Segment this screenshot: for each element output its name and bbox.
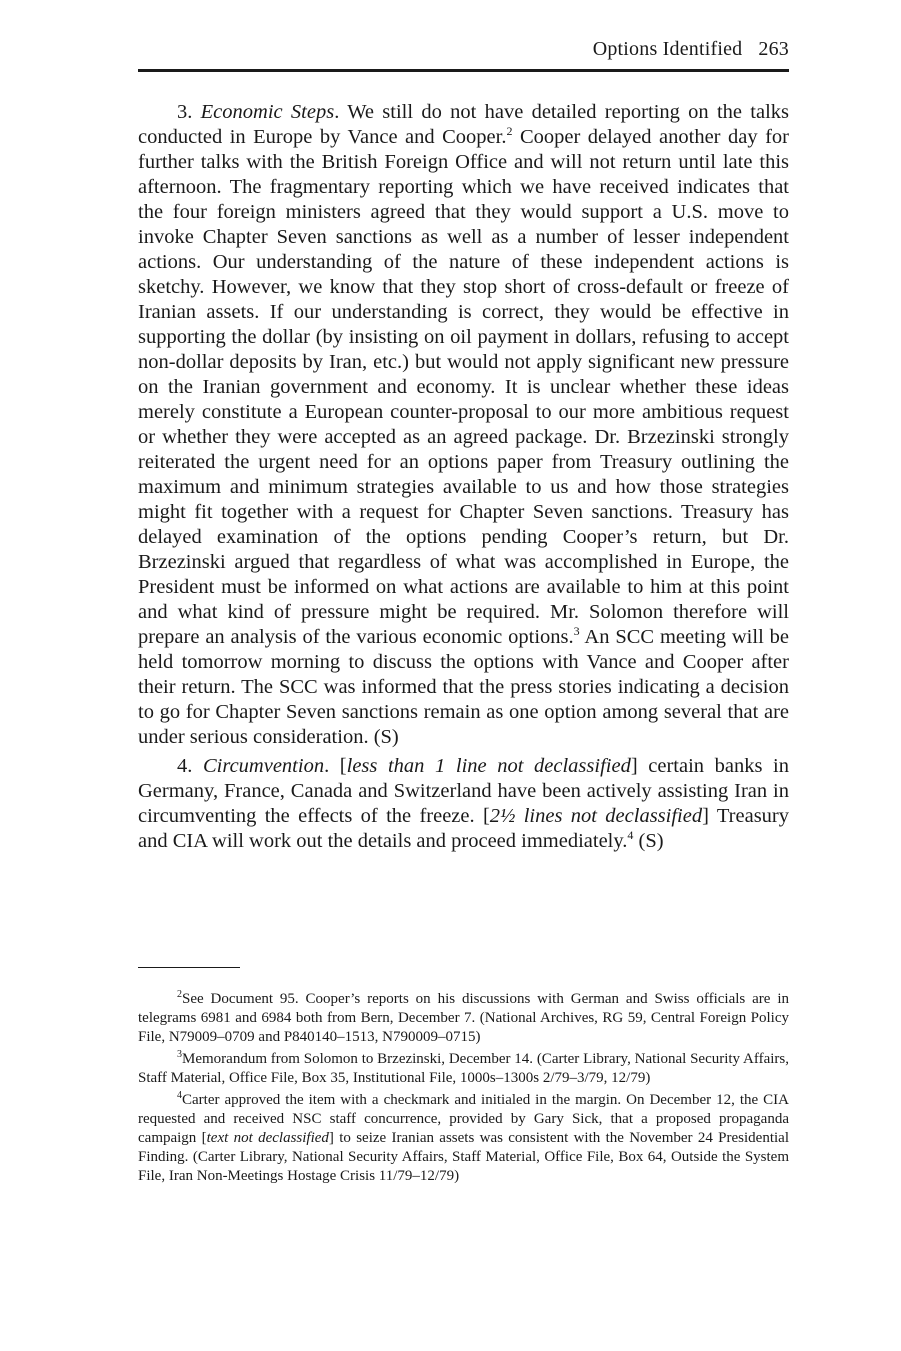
footnote-ref-2[interactable]: 2 <box>506 124 513 138</box>
redaction-note: less than 1 line not declassified <box>346 755 631 777</box>
page-number: 263 <box>758 38 789 60</box>
footnote-rule <box>138 967 240 968</box>
paragraph-text: An SCC meeting will be held tomorrow morning to discuss the options with Vance and Cooper after their return. The SCC was informed that the press stories indicating a decision to go for Chapter Seven sanctions remain as one option among several that are under serious consideration. (S) <box>138 626 789 748</box>
footnote-4 <box>138 1091 789 1186</box>
footnote-marker: 3 <box>177 1049 182 1060</box>
footnote-ref-4[interactable]: 4 <box>627 828 634 842</box>
paragraph-number: 4. <box>177 755 193 777</box>
header-rule <box>138 69 789 72</box>
paragraph-text: (S) <box>633 830 664 852</box>
footnote-marker: 2 <box>177 989 182 1000</box>
running-header <box>138 38 789 66</box>
footnote-2 <box>138 990 789 1047</box>
footnote-3 <box>138 1050 789 1088</box>
footnotes <box>138 990 789 1186</box>
redaction-note: 2½ lines not declassified <box>489 805 703 827</box>
paragraph-text: ] certain banks in Germany, France, Canada and Switzerland have been actively assisting Iran in circumventing the effects of the freeze. [ <box>138 755 790 827</box>
paragraph-heading: Economic Steps <box>200 101 335 123</box>
paragraph-text: Cooper delayed another day for further talks with the British Foreign Office and will not return until late this afternoon. The fragmentary reporting which we have received indicates that the four foreign ministers agreed that they would support a U.S. move to invoke Chapter Seven sanctions as well as a number of lesser independent actions. Our understanding of the nature of these independent actions is sketchy. However, we know that they stop short of cross-default or freeze of Iranian assets. If our understanding is correct, they would be effective in supporting the dollar (by insisting on oil payment in dollars, refusing to accept non-dollar deposits by Iran, etc.) but would not apply significant new pressure on the Iranian government and economy. It is unclear whether these ideas merely constitute a European counter-proposal to our more ambitious request or whether they were accepted as an agreed package. Dr. Brzezinski strongly reiterated the urgent need for an options paper from Treasury outlining the maximum and minimum strategies available to us and how those strategies might fit together with a request for Chapter Seven sanctions. Treasury has delayed examination of the options pending Cooper’s return, but Dr. Brzezinski argued that regardless of what was accomplished in Europe, the President must be informed on what actions are available to him at this point and what kind of pressure might be required. Mr. Solomon therefore will prepare an analysis of the various economic options. <box>138 126 789 648</box>
section-title: Options Identified <box>592 38 743 60</box>
paragraph-number: 3. <box>177 101 193 123</box>
paragraph-text: ] Treasury and CIA will work out the details and proceed immediately. <box>138 805 790 852</box>
footnote-ref-3[interactable]: 3 <box>573 624 580 638</box>
paragraph-heading: Circumvention <box>202 755 325 777</box>
paragraph-text: . We still do not have detailed reporting on the talks conducted in Europe by Vance and Cooper. <box>138 101 789 148</box>
footnote-text: Carter approved the item with a checkmark and initialed in the margin. On December 12, the CIA requested and received NSC staff concurrence, provided by Gary Sick, that a proposed propaganda campaign [ <box>138 1092 789 1146</box>
body-text <box>138 100 789 854</box>
redaction-note: text not declassified <box>206 1130 329 1146</box>
footnote-text: ] to seize Iranian assets was consistent with the November 24 Presidential Finding. (Carter Library, National Security Affairs, Staff Material, Office File, Box 64, Outside the System File, Iran Non-Meetings Hostage Crisis 11/79–12/79) <box>138 1130 789 1184</box>
paragraph-3 <box>138 100 789 750</box>
paragraph-4 <box>138 754 789 854</box>
paragraph-text: . [ <box>324 755 347 777</box>
footnote-text: See Document 95. Cooper’s reports on his discussions with German and Swiss officials are in telegrams 6981 and 6984 both from Bern, December 7. (National Archives, RG 59, Central Foreign Policy File, N79009–0709 and P840140–1513, N790009–0715) <box>138 991 789 1045</box>
footnote-text: Memorandum from Solomon to Brzezinski, December 14. (Carter Library, National Security Affairs, Staff Material, Office File, Box 35, Institutional File, 1000s–1300s 2/79–3/79, 12/79) <box>138 1051 789 1086</box>
footnote-marker: 4 <box>177 1090 182 1101</box>
